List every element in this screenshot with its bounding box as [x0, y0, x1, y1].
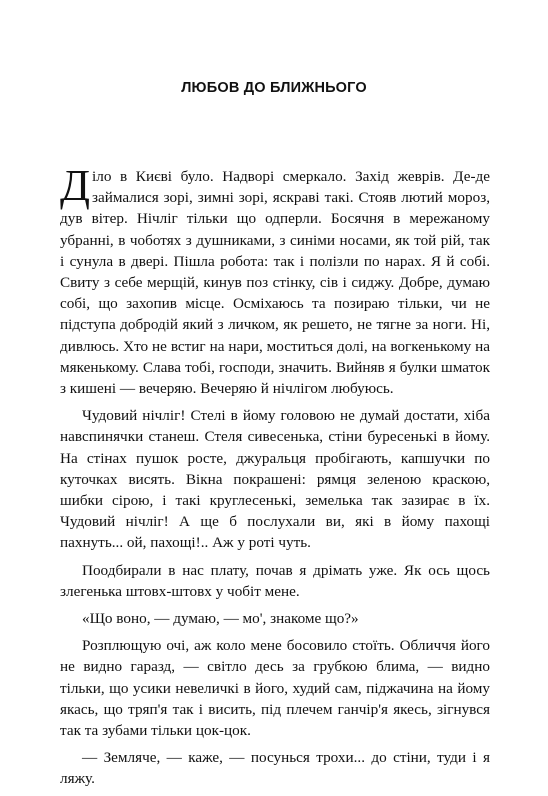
body-text — [60, 161, 490, 796]
paragraph: Чудовий нічліг! Стелі в йому головою не думай достати, хіба навспинячки станеш. Стеля сивесенька, стіни буресенькі в йому. На стінах пушок росте, джуральця пробігають, капшучки по куточках висять. Вікна покрашені: рямця зеленою краскою, шибки сірою, і такі круглесенькі, земелька так зазирає в їх. Чудовий нічліг! А ще б послухали ви, які в йому пахощі пахнуть... ой, пахощі!.. Аж у роті чуть. — [60, 407, 490, 552]
paragraph: Розплющую очі, аж коло мене босовило стоїть. Обличчя його не видно гаразд, — світло десь за грубкою блима, — видно тільки, що усики невеличкі в його, худий сам, піджачина на йому якась, що тряп'я так і висить, під плечем ганчір'я якесь, зігнувся так та зубами тільки цок-цок. — [60, 637, 490, 740]
paragraph: — Земляче, — каже, — посунься трохи... до стіни, туди і я ляжу. — [60, 749, 490, 788]
paragraph: «Що воно, — думаю, — мо', знакоме що?» — [82, 610, 359, 628]
paragraph-text: іло в Києві було. Надворі смеркало. Захід жеврів. Де-де займалися зорі, зимні зорі, яскраві такі. Стояв лютий мороз, дув вітер. Нічліг тільки що одперли. Босячня в мережаному убранні, в чоботях з душниками, з синіми носами, як той рій, так і сунула в двері. Пішла робота: так і полізли по нарах. Я й собі. Свиту з себе мерщій, кинув поз стінку, сів і сиджу. Добре, думаю собі, що захопив місце. Осміхаюсь та позираю тільки, чи не підступа добродій який з личком, як решето, не тягне за ноги. Ні, дивлюсь. Хто не встиг на нари, моститься долі, на вогкенькому на мякенькому. Слава тобі, господи, значить. Вийняв я булки шматок з кишені — вечеряю. Вечеряю й нічлігом любуюсь. — [60, 168, 490, 398]
chapter-title: ЛЮБОВ ДО БЛИЖНЬОГО — [181, 80, 367, 96]
paragraph — [60, 161, 490, 399]
paragraph: Поодбирали в нас плату, почав я дрімать уже. Як ось щось злегенька штовх-штовх у чобіт мене. — [60, 561, 490, 600]
drop-cap: Д — [60, 161, 91, 210]
